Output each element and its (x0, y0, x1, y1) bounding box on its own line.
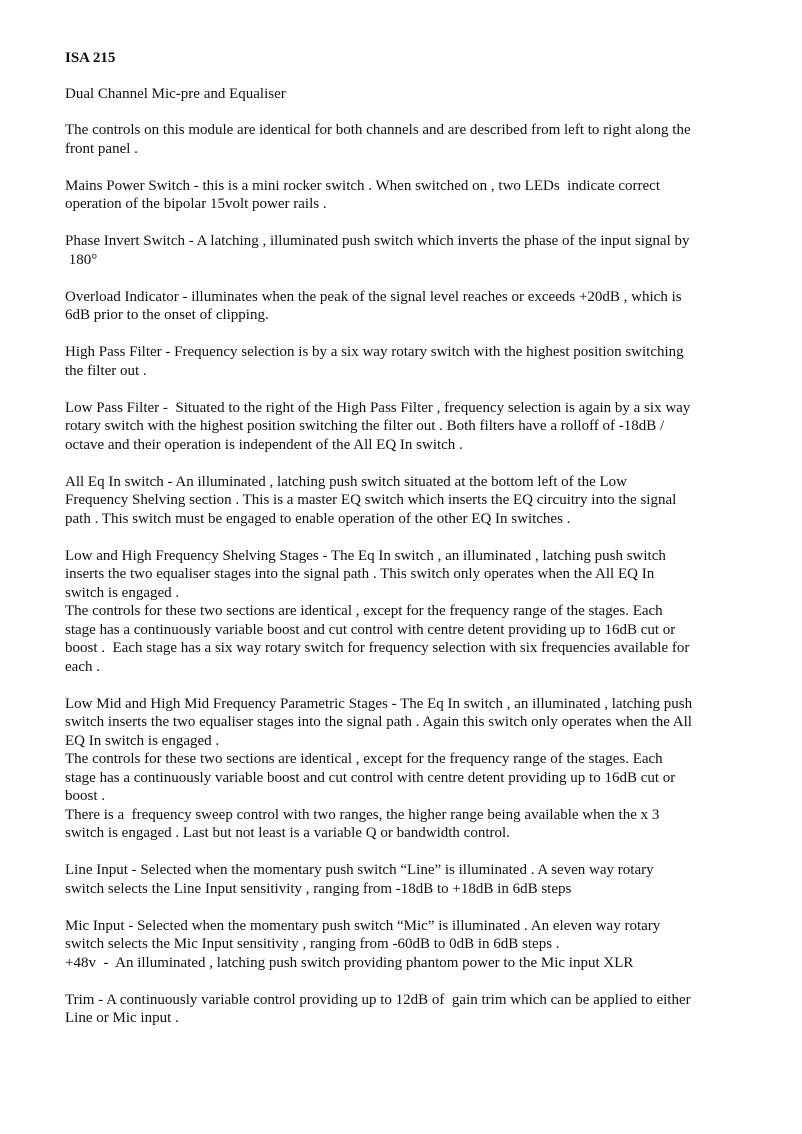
text-line: All Eq In switch - An illuminated , latching push switch situated at the bottom left of the Low (65, 473, 627, 490)
paragraph-line-input (65, 861, 747, 898)
text-line: rotary switch with the highest position switching the filter out . Both filters have a rolloff of -18dB / (65, 418, 665, 434)
text-line: stage has a continuously variable boost and cut control with centre detent providing up to 16dB cut or (65, 621, 676, 638)
paragraph-intro (65, 121, 747, 158)
text-line: The controls on this module are identical for both channels and are described from left to right along the (65, 122, 691, 138)
paragraph-trim (65, 991, 747, 1028)
text-line: There is a frequency sweep control with two ranges, the higher range being available when the x 3 (65, 806, 660, 823)
document-subtitle: Dual Channel Mic-pre and Equaliser (65, 85, 286, 102)
text-line: Phase Invert Switch - A latching , illuminated push switch which inverts the phase of the input signal by (65, 233, 690, 249)
text-line: Low Mid and High Mid Frequency Parametric Stages - The Eq In switch , an illuminated , latching push (65, 695, 693, 712)
text-line: Frequency Shelving section . This is a master EQ switch which inserts the EQ circuitry into the signal (65, 492, 677, 508)
text-line: stage has a continuously variable boost and cut control with centre detent providing up to 16dB cut or (65, 769, 676, 786)
text-line: Overload Indicator - illuminates when the peak of the signal level reaches or exceeds +20dB , which is (65, 288, 682, 305)
paragraph-all-eq-in-switch (65, 473, 747, 529)
text-line: inserts the two equaliser stages into the signal path . This switch only operates when the All EQ In (65, 566, 655, 582)
text-line: High Pass Filter - Frequency selection is by a six way rotary switch with the highest position switching (65, 344, 684, 360)
paragraph-low-pass-filter (65, 399, 747, 455)
text-line: 6dB prior to the onset of clipping. (65, 307, 269, 323)
text-line: switch is engaged . (65, 584, 180, 601)
text-line: Low and High Frequency Shelving Stages - The Eq In switch , an illuminated , latching push switch (65, 547, 666, 564)
document-title: ISA 215 (65, 50, 116, 66)
text-line: Mic Input - Selected when the momentary push switch “Mic” is illuminated . An eleven way rotary (65, 917, 661, 934)
text-line: +48v - An illuminated , latching push switch providing phantom power to the Mic input XLR (65, 954, 634, 971)
paragraph-overload-indicator (65, 288, 747, 325)
text-line: EQ In switch is engaged . (65, 732, 220, 749)
text-line: Low Pass Filter - Situated to the right of the High Pass Filter , frequency selection is again by a six way (65, 399, 691, 416)
text-line: front panel . (65, 140, 138, 157)
text-line: path . This switch must be engaged to enable operation of the other EQ In switches . (65, 510, 571, 527)
text-line: Line Input - Selected when the momentary push switch “Line” is illuminated . A seven way rotary (65, 862, 654, 878)
paragraph-phase-invert-switch (65, 232, 747, 269)
text-line: Mains Power Switch - this is a mini rocker switch . When switched on , two LEDs indicate correct (65, 177, 661, 194)
text-line: the filter out . (65, 362, 147, 379)
text-line: boost . Each stage has a six way rotary switch for frequency selection with six frequencies available for (65, 640, 690, 656)
text-line: switch selects the Mic Input sensitivity , ranging from -60dB to 0dB in 6dB steps . (65, 936, 560, 952)
text-line: Line or Mic input . (65, 1010, 179, 1026)
text-line: each . (65, 658, 100, 675)
text-line: switch is engaged . Last but not least is a variable Q or bandwidth control. (65, 825, 510, 841)
paragraph-mic-input (65, 917, 747, 973)
paragraph-parametric-stages (65, 695, 747, 843)
paragraph-shelving-stages (65, 547, 747, 677)
text-line: operation of the bipolar 15volt power rails . (65, 196, 327, 212)
text-line: The controls for these two sections are identical , except for the frequency range of the stages. Each (65, 751, 663, 767)
text-line: switch inserts the two equaliser stages into the signal path . Again this switch only operates when the All (65, 714, 692, 730)
paragraph-high-pass-filter (65, 343, 747, 380)
text-line: switch selects the Line Input sensitivity , ranging from -18dB to +18dB in 6dB steps (65, 880, 572, 897)
paragraph-mains-power-switch (65, 177, 747, 214)
text-line: Trim - A continuously variable control providing up to 12dB of gain trim which can be applied to either (65, 991, 691, 1008)
document-page (65, 49, 747, 1046)
text-line: The controls for these two sections are identical , except for the frequency range of the stages. Each (65, 603, 663, 619)
text-line: boost . (65, 788, 106, 804)
text-line: octave and their operation is independent of the All EQ In switch . (65, 436, 463, 453)
text-line: 180° (65, 251, 98, 268)
